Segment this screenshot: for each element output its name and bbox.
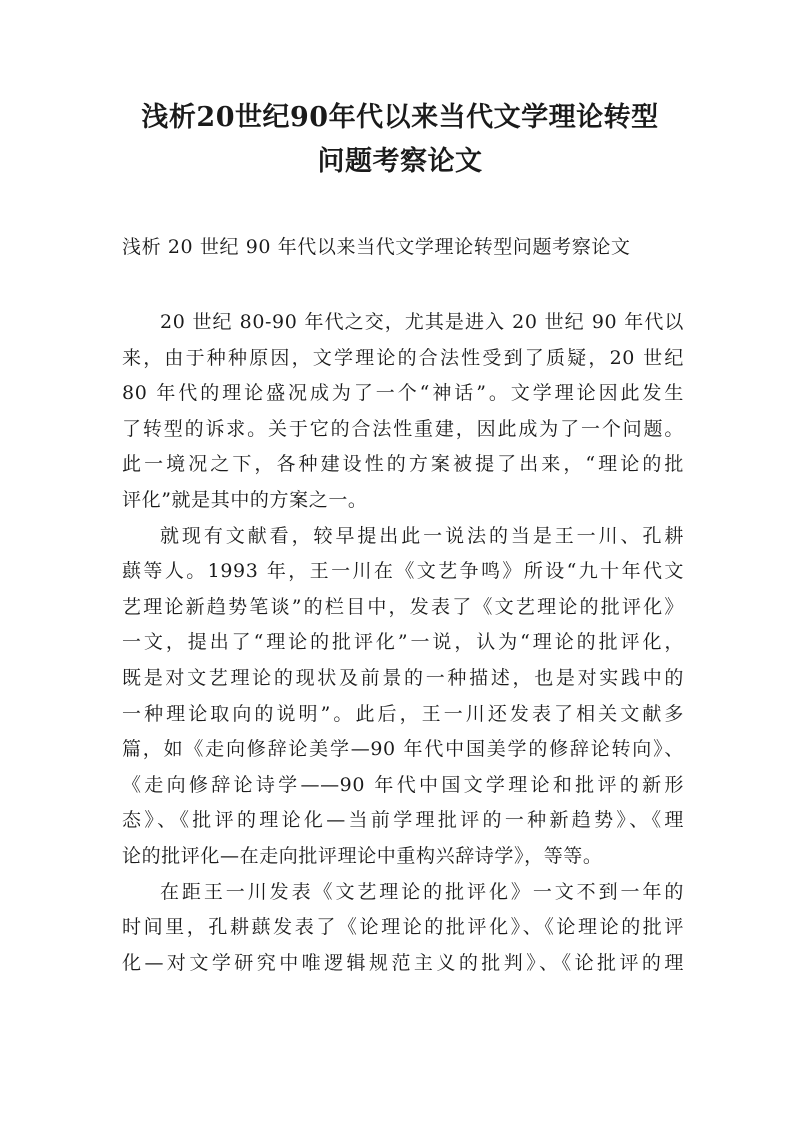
paragraph-line: 来，由于种种原因，文学理论的合法性受到了质疑，20 世纪	[122, 346, 684, 369]
paragraph-line: 蕻等人。1993 年，王一川在《文艺争鸣》所设“九十年代文	[122, 560, 684, 583]
title-line-2: 问题考察论文	[317, 146, 483, 177]
paragraph-line: 20 世纪 80-90 年代之交，尤其是进入 20 世纪 90 年代以	[160, 311, 684, 333]
paragraph-line: 一种理论取向的说明”。此后，王一川还发表了相关文献多	[122, 702, 684, 725]
paragraph-line: 既是对文艺理论的现状及前景的一种描述，也是对实践中的	[122, 666, 684, 689]
paragraph-line: 《走向修辞论诗学——90 年代中国文学理论和批评的新形	[122, 773, 684, 796]
paragraph-line: 艺理论新趋势笔谈”的栏目中，发表了《文艺理论的批评化》	[122, 595, 684, 618]
paragraph-1	[122, 305, 684, 519]
paragraph-line: 此一境况之下，各种建设性的方案被提了出来，“理论的批	[122, 453, 684, 476]
paragraph-line: 篇，如《走向修辞论美学—90 年代中国美学的修辞论转向》、	[122, 738, 684, 761]
paragraph-line: 化—对文学研究中唯逻辑规范主义的批判》、《论批评的理	[122, 951, 684, 974]
paragraph-line: 论的批评化—在走向批评理论中重构兴辞诗学》，等等。	[122, 844, 603, 867]
paragraph-line: 了转型的诉求。关于它的合法性重建，因此成为了一个问题。	[122, 417, 684, 440]
document-body	[122, 305, 684, 981]
paragraph-3	[122, 875, 684, 982]
paragraph-line: 就现有文献看，较早提出此一说法的当是王一川、孔耕	[160, 524, 684, 547]
paragraph-line: 80 年代的理论盛况成为了一个“神话”。文学理论因此发生	[122, 382, 684, 405]
paragraph-line: 评化”就是其中的方案之一。	[122, 488, 368, 511]
document-title	[100, 96, 700, 184]
paragraph-line: 一文，提出了“理论的批评化”一说，认为“理论的批评化，	[122, 631, 684, 654]
paragraph-line: 时间里，孔耕蕻发表了《论理论的批评化》、《论理论的批评	[122, 916, 684, 939]
title-line-1: 浅析20世纪90年代以来当代文学理论转型	[141, 102, 659, 133]
paragraph-2	[122, 519, 684, 875]
paragraph-line: 在距王一川发表《文艺理论的批评化》一文不到一年的	[160, 880, 684, 903]
document-subtitle: 浅析 20 世纪 90 年代以来当代文学理论转型问题考察论文	[122, 236, 631, 258]
paragraph-line: 态》、《批评的理论化—当前学理批评的一种新趋势》、《理	[122, 809, 684, 832]
